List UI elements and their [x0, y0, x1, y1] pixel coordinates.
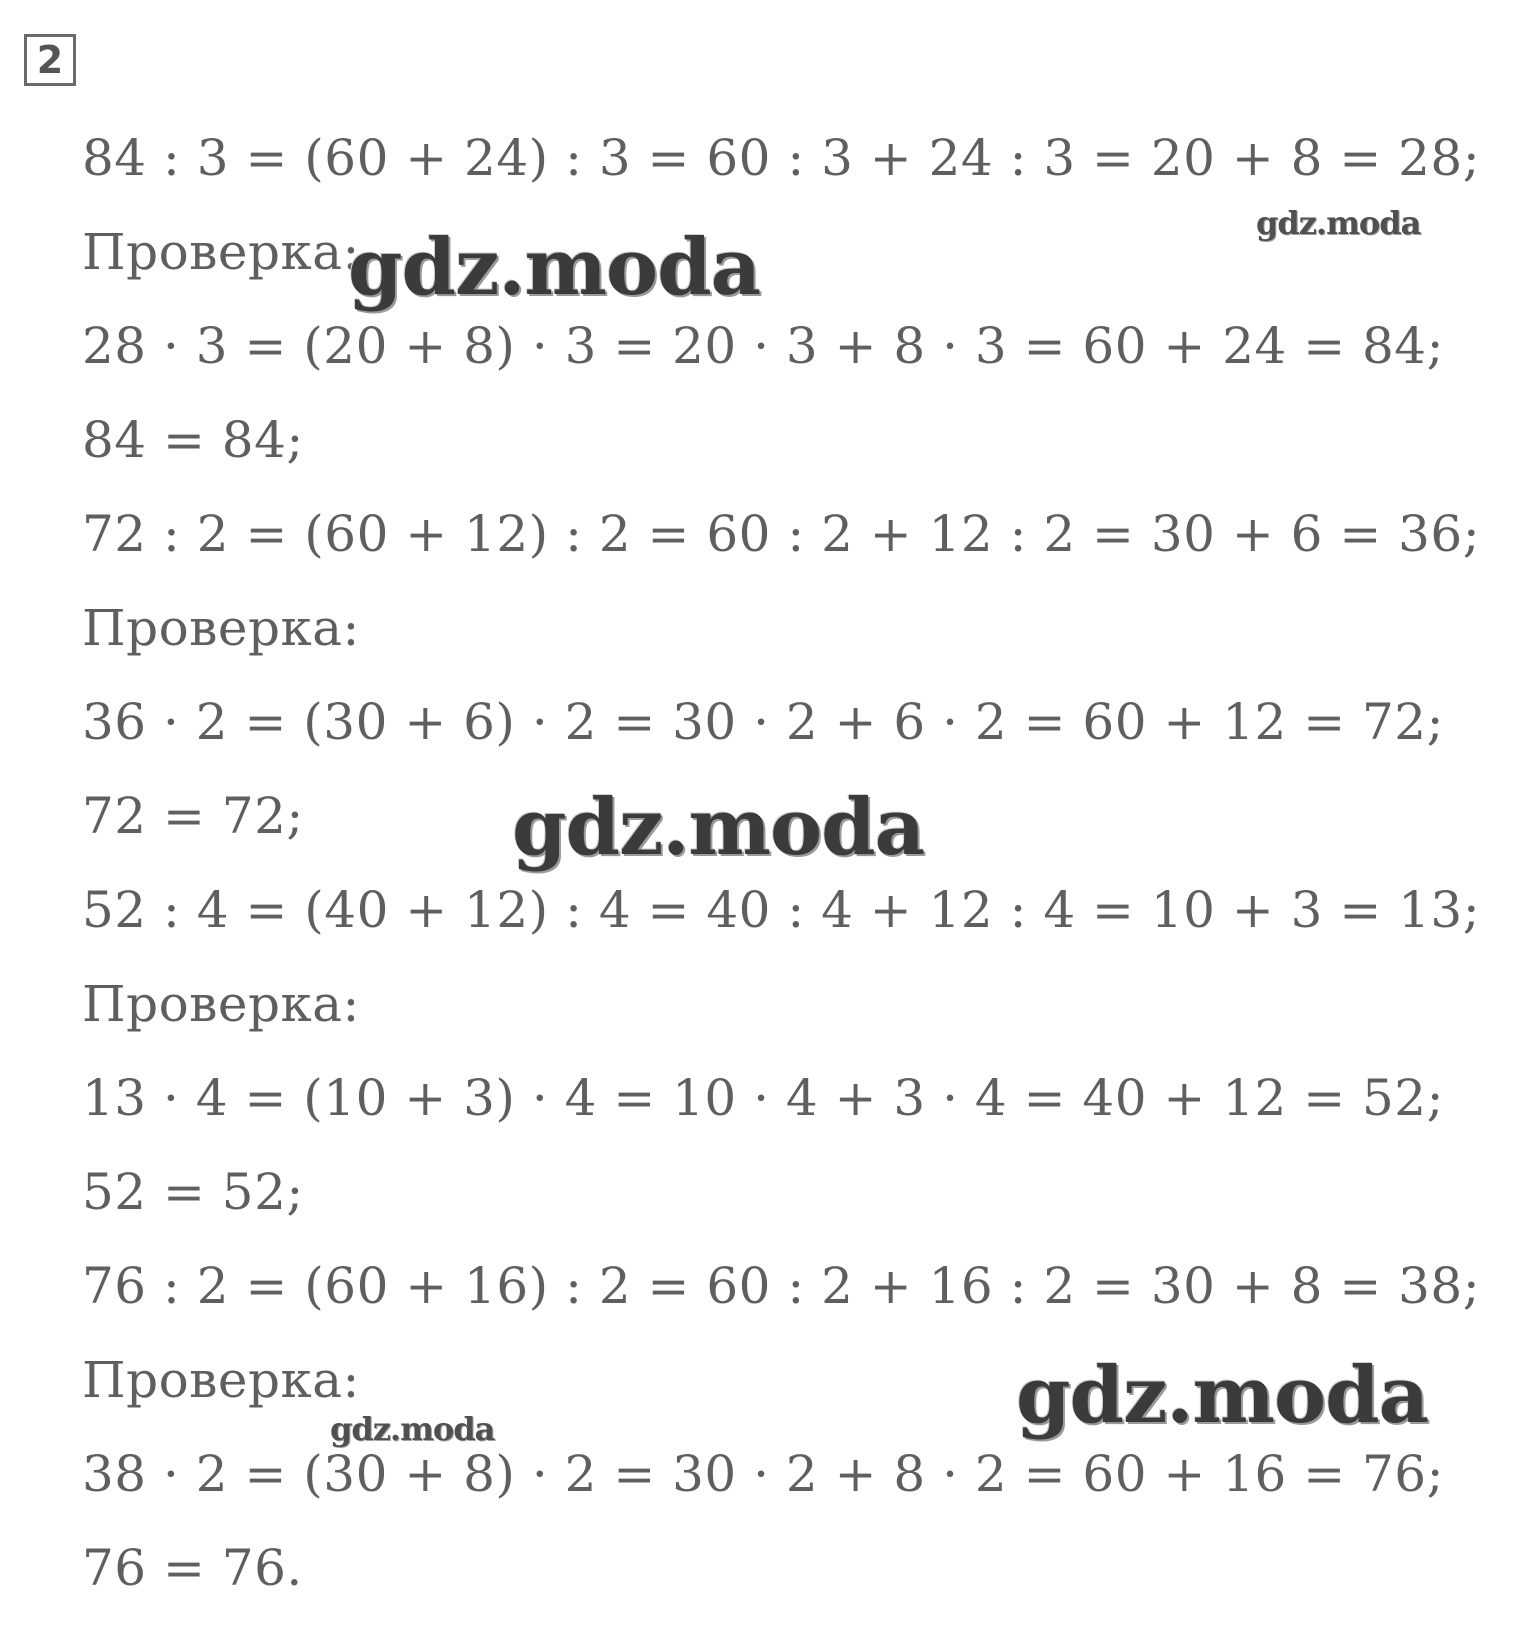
equality-line: 76 = 76. [82, 1539, 303, 1597]
equality-line: 84 = 84; [82, 411, 304, 469]
check-label: Проверка: [82, 223, 360, 281]
equation-line: 84 : 3 = (60 + 24) : 3 = 60 : 3 + 24 : 3 = 20 + 8 = 28; [82, 129, 1481, 187]
task-number-box: 2 [24, 34, 76, 86]
watermark-logo: gdz.moda [1016, 1350, 1429, 1441]
watermark-logo: gdz.moda [348, 222, 761, 313]
equation-line: 36 · 2 = (30 + 6) · 2 = 30 · 2 + 6 · 2 = 60 + 12 = 72; [82, 693, 1444, 751]
watermark-logo: gdz.moda [512, 782, 925, 873]
equation-line: 28 · 3 = (20 + 8) · 3 = 20 · 3 + 8 · 3 = 60 + 24 = 84; [82, 317, 1444, 375]
equality-line: 72 = 72; [82, 787, 304, 845]
equation-line: 13 · 4 = (10 + 3) · 4 = 10 · 4 + 3 · 4 = 40 + 12 = 52; [82, 1069, 1444, 1127]
watermark-logo: gdz.moda [330, 1410, 495, 1448]
equality-line: 52 = 52; [82, 1163, 304, 1221]
watermark-logo: gdz.moda [1256, 204, 1421, 242]
check-label: Проверка: [82, 975, 360, 1033]
equation-line: 52 : 4 = (40 + 12) : 4 = 40 : 4 + 12 : 4 = 10 + 3 = 13; [82, 881, 1481, 939]
check-label: Проверка: [82, 599, 360, 657]
equation-line: 38 · 2 = (30 + 8) · 2 = 30 · 2 + 8 · 2 = 60 + 16 = 76; [82, 1445, 1444, 1503]
equation-line: 72 : 2 = (60 + 12) : 2 = 60 : 2 + 12 : 2 = 30 + 6 = 36; [82, 505, 1481, 563]
check-label: Проверка: [82, 1351, 360, 1409]
equation-line: 76 : 2 = (60 + 16) : 2 = 60 : 2 + 16 : 2 = 30 + 8 = 38; [82, 1257, 1481, 1315]
